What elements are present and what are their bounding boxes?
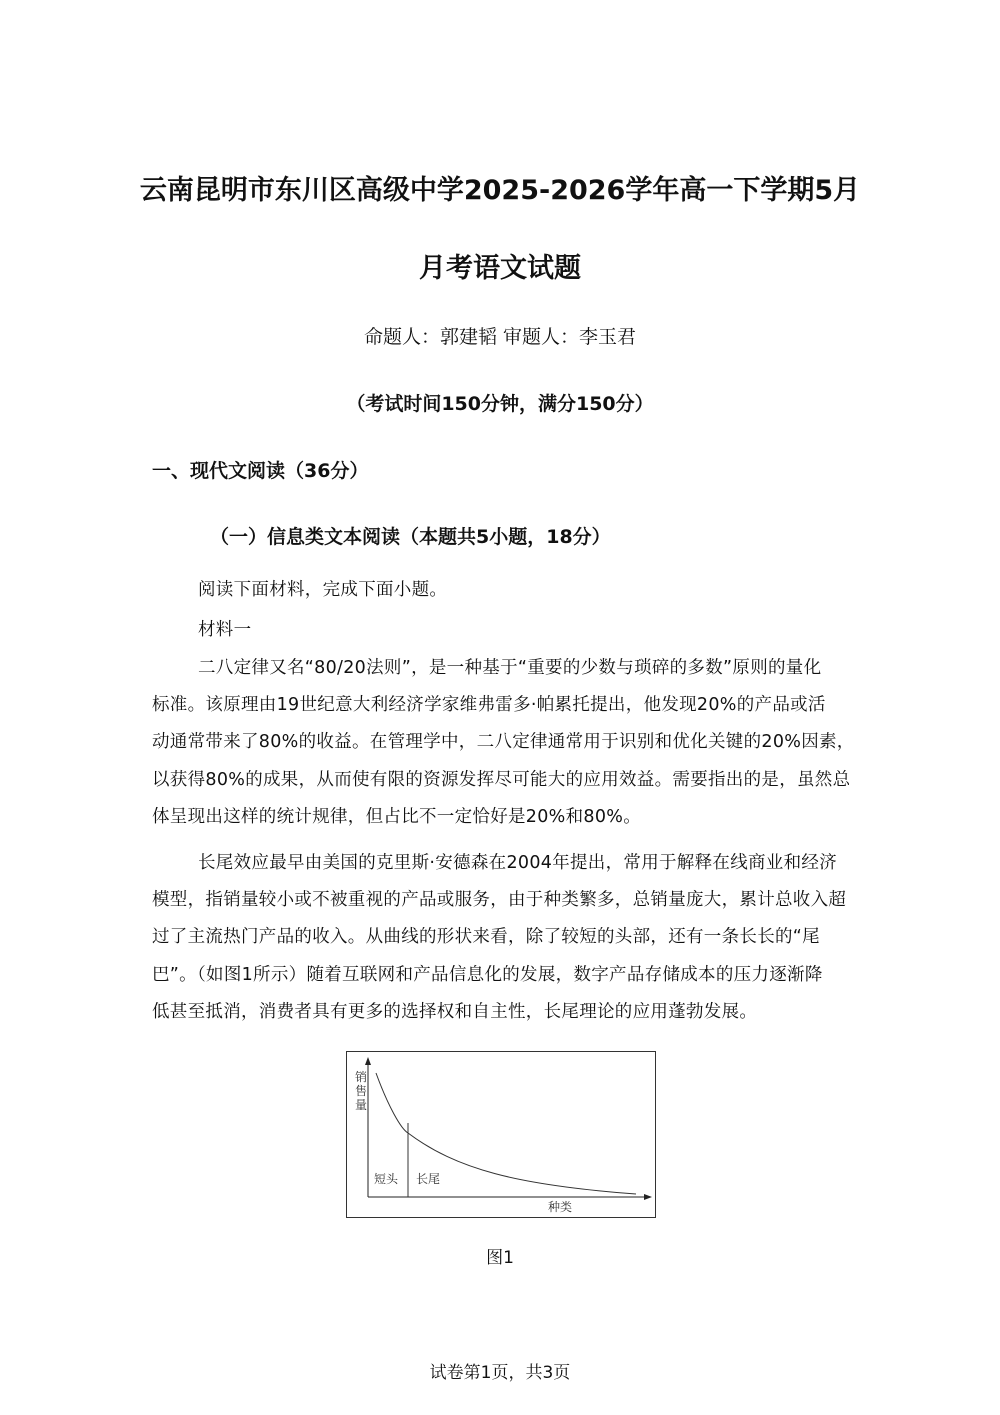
figure-caption: 图1 [486, 1248, 514, 1268]
head-label: 短头 [374, 1172, 399, 1186]
paragraph-pareto [152, 650, 855, 836]
instruction-text: 阅读下面材料，完成下面小题。 [198, 580, 448, 600]
paragraph-long-tail [152, 845, 852, 1031]
paragraph-line: 二八定律又名“80/20法则”，是一种基于“重要的少数与琐碎的多数”原则的量化 [198, 658, 822, 678]
title-line-1: 云南昆明市东川区高级中学2025-2026学年高一下学期5月 [139, 175, 861, 206]
paragraph-line: 动通常带来了80%的收益。在管理学中，二八定律通常用于识别和优化关键的20%因素， [152, 732, 855, 753]
title-line-2: 月考语文试题 [419, 253, 581, 284]
instruction [152, 572, 852, 609]
paragraph-line: 体呈现出这样的统计规律，但占比不一定恰好是20%和80%。 [152, 806, 641, 827]
paragraph-line: 低甚至抵消，消费者具有更多的选择权和自主性，长尾理论的应用蓬勃发展。 [152, 1001, 758, 1022]
authors-line: 命题人：郭建韬 审题人：李玉君 [363, 326, 637, 348]
paragraph-line: 长尾效应最早由美国的克里斯·安德森在2004年提出，常用于解释在线商业和经济 [198, 853, 837, 873]
long-tail-figure [346, 1051, 656, 1218]
y-axis-label-char: 销 [355, 1070, 368, 1084]
exam-info: （考试时间150分钟，满分150分） [346, 393, 654, 415]
paragraph-line: 巴”。（如图1所示）随着互联网和产品信息化的发展，数字产品存储成本的压力逐渐降 [152, 964, 823, 985]
subsection-heading: （一）信息类文本阅读（本题共5小题，18分） [210, 526, 611, 548]
section-heading: 一、现代文阅读（36分） [152, 460, 369, 482]
x-axis-label: 种类 [548, 1200, 573, 1214]
figure-frame [347, 1052, 656, 1218]
paragraph-line: 模型，指销量较小或不被重视的产品或服务，由于种类繁多，总销量庞大，累计总收入超 [152, 890, 847, 911]
page-footer: 试卷第1页，共3页 [429, 1363, 571, 1383]
tail-label: 长尾 [416, 1172, 441, 1186]
paragraph-line: 以获得80%的成果，从而使有限的资源发挥尽可能大的应用效益。需要指出的是，虽然总 [152, 769, 851, 790]
paragraph-line: 过了主流热门产品的收入。从曲线的形状来看，除了较短的头部，还有一条长长的“尾 [152, 927, 820, 948]
paragraph-line: 标准。该原理由19世纪意大利经济学家维弗雷多·帕累托提出，他发现20%的产品或活 [152, 695, 826, 716]
y-axis-label-char: 量 [355, 1098, 368, 1112]
material-label [152, 612, 852, 649]
y-axis-label-char: 售 [355, 1084, 368, 1098]
material-label-text: 材料一 [198, 620, 252, 640]
